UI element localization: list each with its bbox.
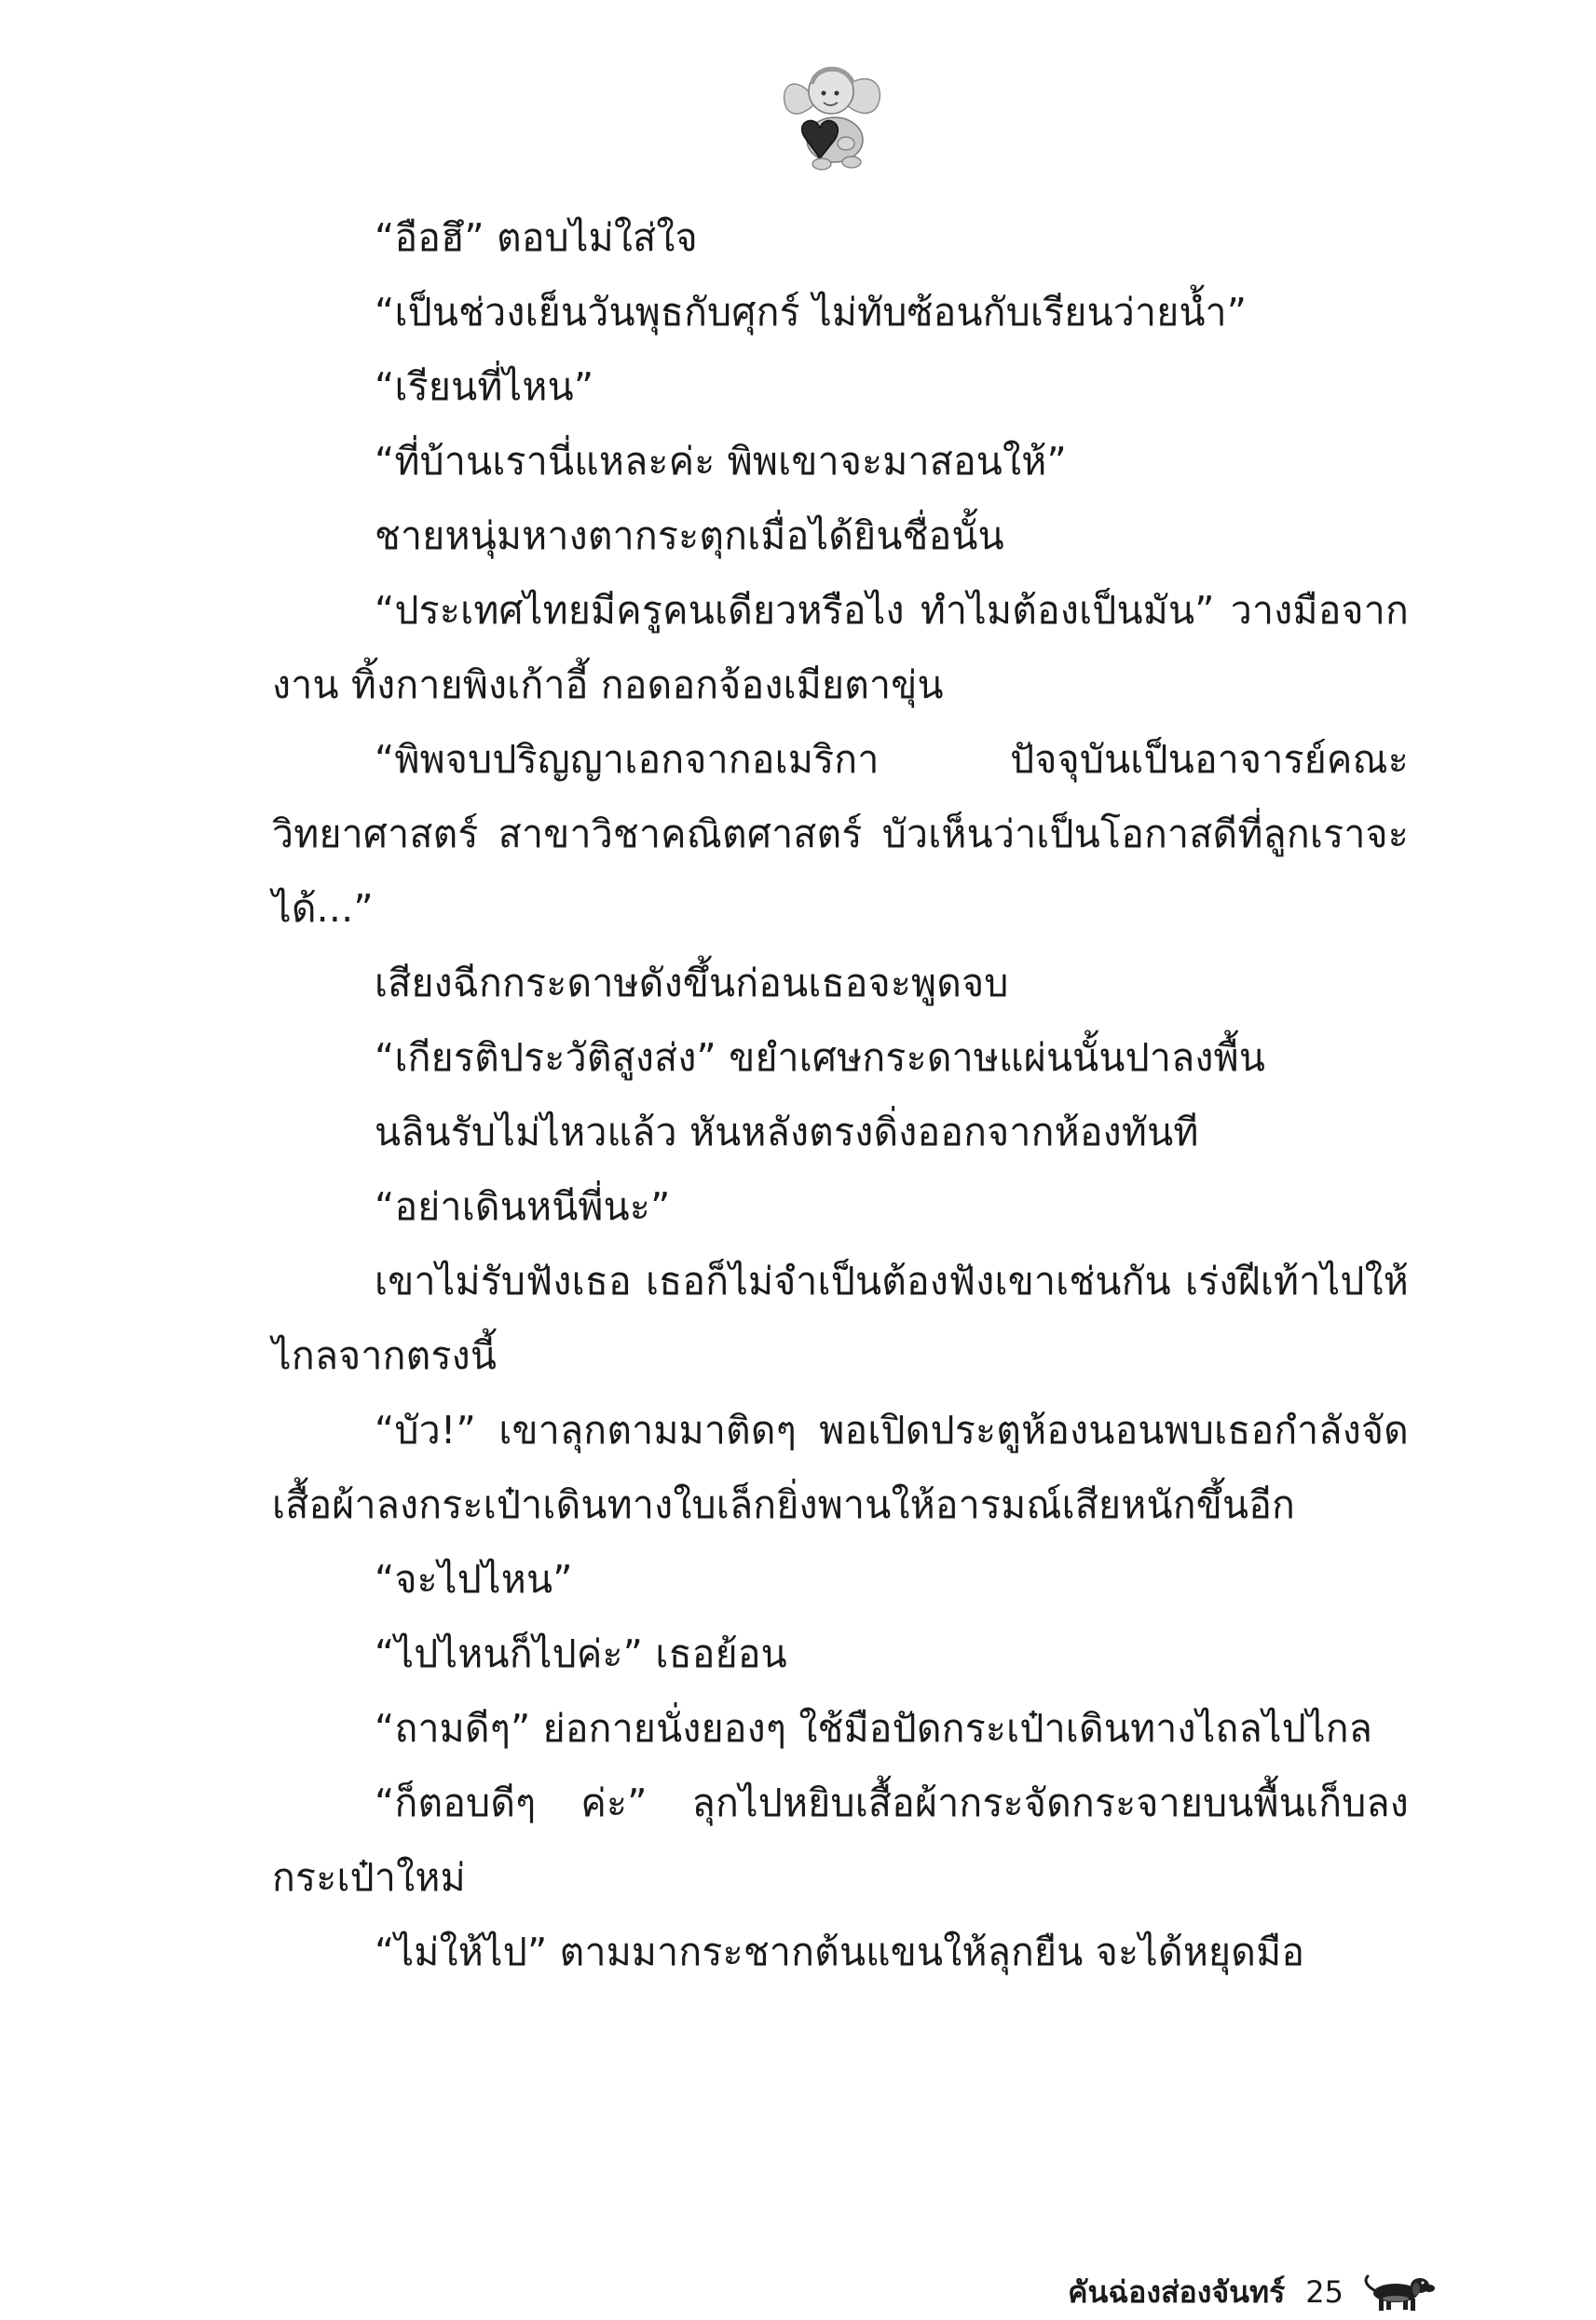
book-title: คันฉ่องส่องจันทร์ <box>1068 2273 1286 2310</box>
body-text <box>272 200 1409 1989</box>
paragraph: “อย่าเดินหนีพี่นะ” <box>375 1184 671 1229</box>
paragraph: “เรียนที่ไหน” <box>375 364 594 409</box>
dachshund-icon <box>1360 2267 1435 2317</box>
paragraph: “เกียรติประวัติสูงส่ง” ขยำเศษกระดาษแผ่นนั้นปาลงพื้น <box>375 1035 1266 1080</box>
paragraph: “จะไปไหน” <box>375 1557 573 1602</box>
paragraph: “ก็ตอบดีๆ ค่ะ” ลุกไปหยิบเสื้อผ้ากระจัดกระจายบนพื้นเก็บลงกระเป๋าใหม่ <box>272 1781 1409 1900</box>
paragraph: “ถามดีๆ” ย่อกายนั่งยองๆ ใช้มือปัดกระเป๋าเดินทางไถลไปไกล <box>375 1706 1373 1751</box>
page-number: 25 <box>1305 2274 1344 2310</box>
cherub-heart-icon <box>777 54 889 175</box>
paragraph: ชายหนุ่มหางตากระตุกเมื่อได้ยินชื่อนั้น <box>375 513 1004 558</box>
paragraph: “ไม่ให้ไป” ตามมากระชากต้นแขนให้ลุกยืน จะได้หยุดมือ <box>375 1930 1305 1974</box>
paragraph: เสียงฉีกกระดาษดังขึ้นก่อนเธอจะพูดจบ <box>375 961 1009 1005</box>
page-footer <box>969 2264 1435 2320</box>
paragraph: “เป็นช่วงเย็นวันพุธกับศุกร์ ไม่ทับซ้อนกับเรียนว่ายน้ำ” <box>375 290 1248 334</box>
paragraph: นลินรับไม่ไหวแล้ว หันหลังตรงดิ่งออกจากห้องทันที <box>375 1110 1199 1154</box>
paragraph: “บัว!” เขาลุกตามมาติดๆ พอเปิดประตูห้องนอนพบเธอกำลังจัดเสื้อผ้าลงกระเป๋าเดินทางใบเล็กยิ่งพานให้อารมณ์เสียหนักขึ้นอีก <box>272 1408 1409 1527</box>
paragraph: “อือฮึ” ตอบไม่ใส่ใจ <box>375 215 698 260</box>
paragraph: “ไปไหนก็ไปค่ะ” เธอย้อน <box>375 1631 787 1676</box>
paragraph: “ที่บ้านเรานี่แหละค่ะ พิพเขาจะมาสอนให้” <box>375 439 1067 484</box>
paragraph: “ประเทศไทยมีครูคนเดียวหรือไง ทำไมต้องเป็นมัน” วางมือจากงาน ทิ้งกายพิงเก้าอี้ กอดอกจ้องเมียตาขุ่น <box>272 588 1409 707</box>
paragraph: “พิพจบปริญญาเอกจากอเมริกา ปัจจุบันเป็นอาจารย์คณะวิทยาศาสตร์ สาขาวิชาคณิตศาสตร์ บัวเห็นว่าเป็นโอกาสดีที่ลูกเราจะได้...” <box>272 737 1409 931</box>
paragraph: เขาไม่รับฟังเธอ เธอก็ไม่จำเป็นต้องฟังเขาเช่นกัน เร่งฝีเท้าไปให้ไกลจากตรงนี้ <box>272 1259 1409 1378</box>
